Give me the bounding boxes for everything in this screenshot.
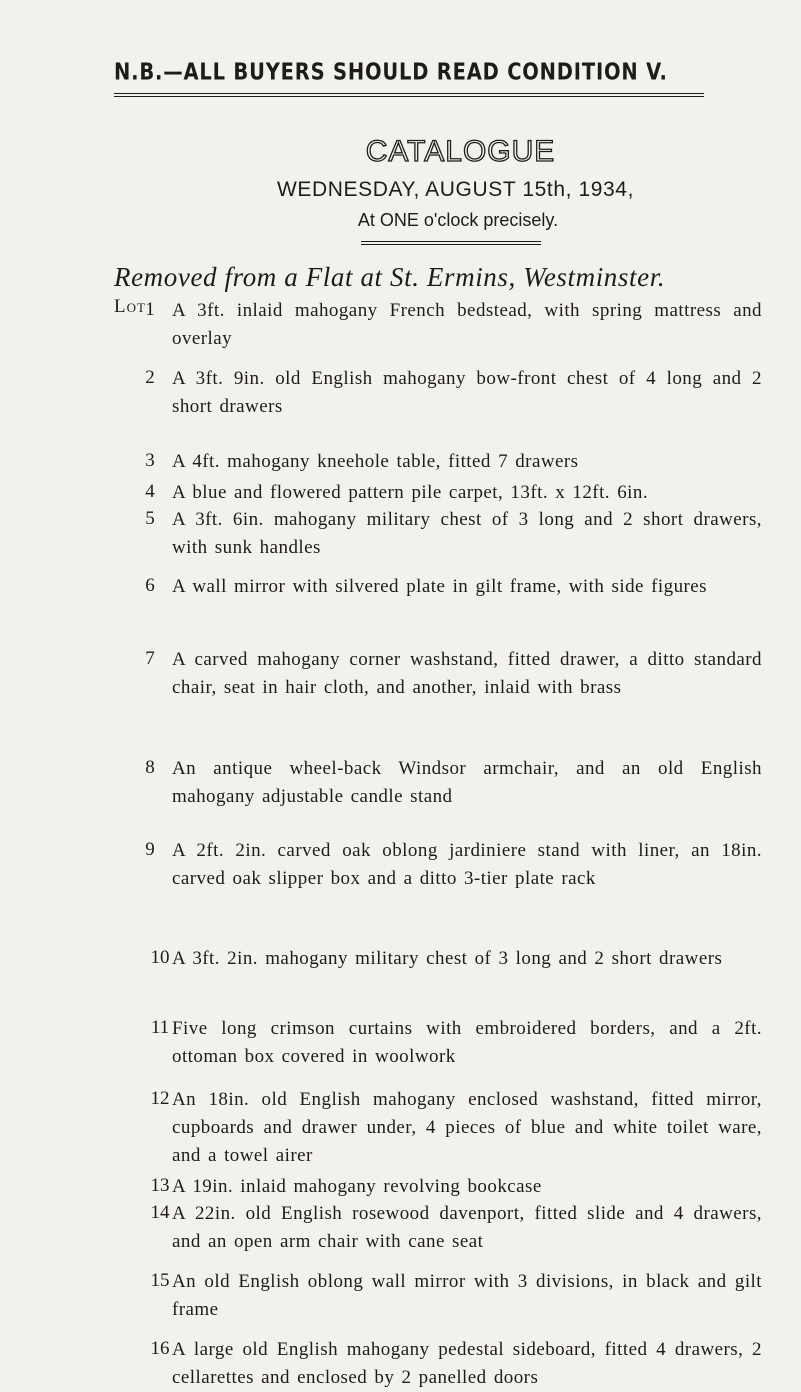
lot-number: 6 xyxy=(145,575,155,596)
lot-column-label: Lot xyxy=(114,296,146,317)
lot-description: A 3ft. 9in. old English mahogany bow-front chest of 4 long and 2 short drawers xyxy=(172,368,762,417)
lot-number: 8 xyxy=(145,757,155,778)
lot-number: 7 xyxy=(145,648,155,669)
lot-description: A 22in. old English rosewood davenport, fitted slide and 4 drawers, and an open arm chair with cane seat xyxy=(172,1203,762,1252)
lot-description: A carved mahogany corner washstand, fitted drawer, a ditto standard chair, seat in hair cloth, and another, inlaid with brass xyxy=(172,649,762,698)
lot-number: 9 xyxy=(145,839,155,860)
lot-number: 2 xyxy=(145,367,155,388)
lot-number: 1 xyxy=(145,299,155,320)
lot-description: A 4ft. mahogany kneehole table, fitted 7 drawers xyxy=(172,451,579,472)
lot-description: An antique wheel-back Windsor armchair, and an old English mahogany adjustable candle stand xyxy=(172,758,762,807)
lot-number: 4 xyxy=(145,481,155,502)
lot-description: A 3ft. 2in. mahogany military chest of 3 long and 2 short drawers xyxy=(172,948,723,969)
lot-number: 3 xyxy=(145,450,155,471)
lot-description: A 2ft. 2in. carved oak oblong jardiniere stand with liner, an 18in. carved oak slipper box and a ditto 3-tier plate rack xyxy=(172,840,762,889)
lot-number: 11 xyxy=(150,1017,170,1038)
lot-number: 10 xyxy=(150,947,170,968)
title-rule xyxy=(361,241,541,245)
lot-description: A 19in. inlaid mahogany revolving bookcase xyxy=(172,1176,542,1197)
lot-description: A blue and flowered pattern pile carpet, 13ft. x 12ft. 6in. xyxy=(172,482,649,503)
sale-time: At ONE o'clock precisely. xyxy=(357,210,559,230)
lot-description: A wall mirror with silvered plate in gilt frame, with side figures xyxy=(172,576,708,597)
lot-number: 5 xyxy=(145,508,155,529)
catalogue-title: CATALOGUE xyxy=(365,135,556,168)
condition-notice: N.B.—ALL BUYERS SHOULD READ CONDITION V. xyxy=(114,58,668,86)
lot-number: 13 xyxy=(150,1175,170,1196)
lot-number: 14 xyxy=(150,1202,170,1223)
lot-description: A large old English mahogany pedestal sideboard, fitted 4 drawers, 2 cellarettes and enclosed by 2 panelled doors xyxy=(172,1339,762,1388)
lot-description: An 18in. old English mahogany enclosed washstand, fitted mirror, cupboards and drawer under, 4 pieces of blue and white toilet ware, and a towel airer xyxy=(172,1089,762,1166)
lot-description: A 3ft. inlaid mahogany French bedstead, with spring mattress and overlay xyxy=(172,300,762,349)
lot-description: An old English oblong wall mirror with 3 divisions, in black and gilt frame xyxy=(172,1271,762,1320)
header-rule xyxy=(114,93,704,97)
lot-description: Five long crimson curtains with embroidered borders, and a 2ft. ottoman box covered in woolwork xyxy=(172,1018,762,1067)
lot-number: 15 xyxy=(150,1270,170,1291)
sale-date: WEDNESDAY, AUGUST 15th, 1934, xyxy=(276,178,635,201)
section-heading: Removed from a Flat at St. Ermins, Westminster. xyxy=(114,262,666,292)
lot-number: 12 xyxy=(150,1088,170,1109)
lot-description: A 3ft. 6in. mahogany military chest of 3 long and 2 short drawers, with sunk handles xyxy=(172,509,762,558)
lot-number: 16 xyxy=(150,1338,170,1359)
